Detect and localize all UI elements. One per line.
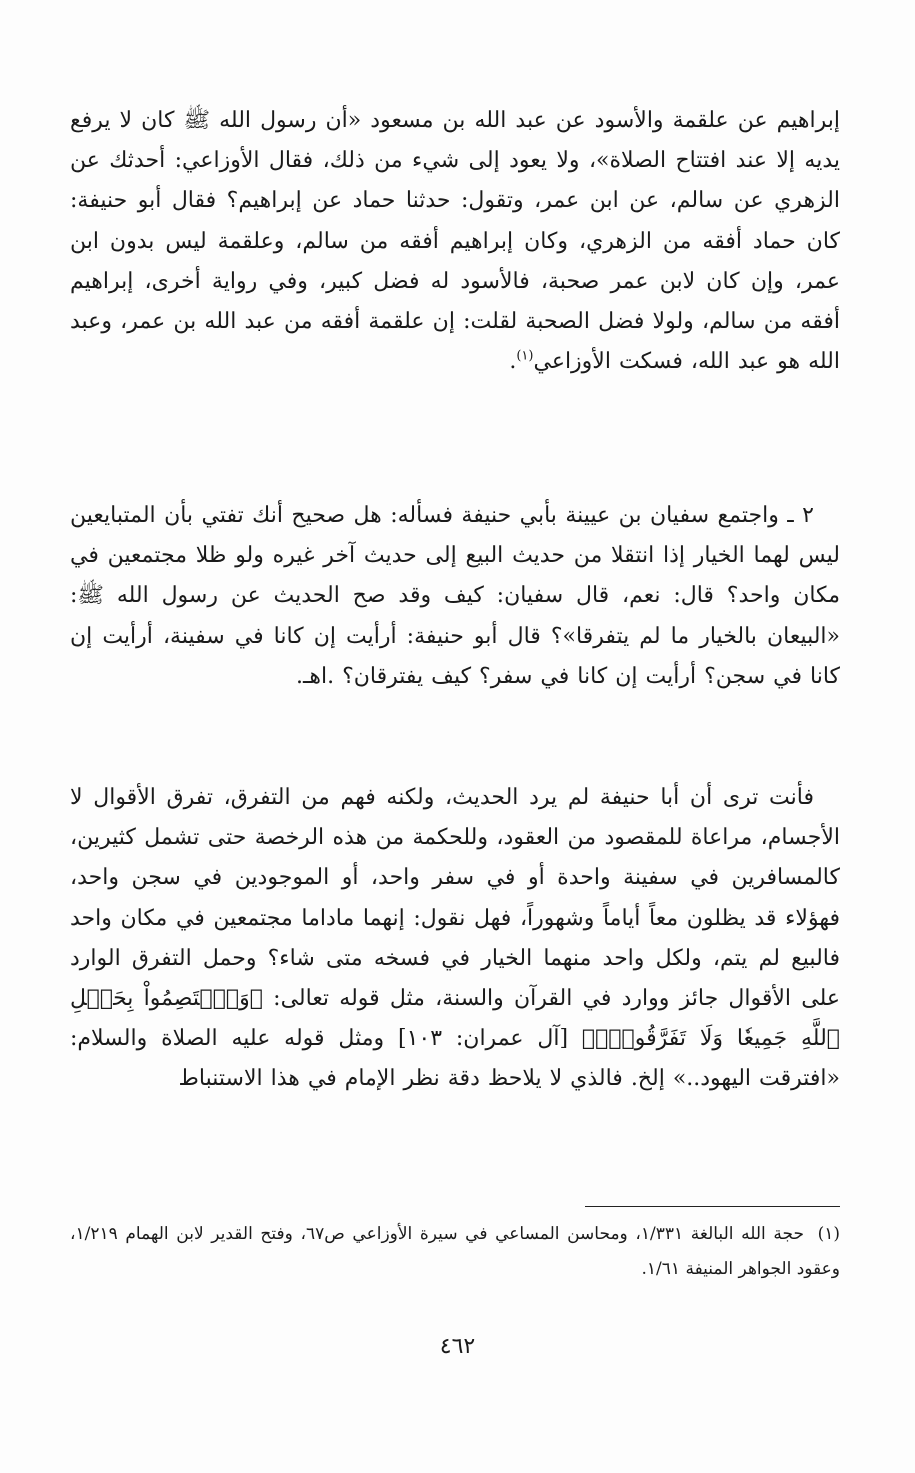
page-number: ٤٦٢ — [439, 1334, 476, 1359]
footnote-separator — [585, 1206, 840, 1207]
paragraph-3 — [70, 778, 840, 1100]
footnote-1-text: حجة الله البالغة ١/٣٣١، ومحاسن المساعي في سيرة الأوزاعي ص٦٧، وفتح القدير لابن الهمام ١/٢١٩، وعقود الجواهر المنيفة ١/٦١. — [70, 1224, 840, 1279]
footnote-1 — [70, 1217, 840, 1287]
paragraph-3-text: فأنت ترى أن أبا حنيفة لم يرد الحديث، ولكنه فهم من التفرق، تفرق الأقوال لا الأجسام، مراعاة للمقصود من العقود، وللحكمة من هذه الرخصة حتى تشمل كثيرين، كالمسافرين في سفينة واحدة أو في سفر واحد، أو الموجودين في سجن واحد، فهؤلاء قد يظلون معاً أياماً وشهوراً، فهل نقول: إنهما ماداما مجتمعين في مكان واحد فالبيع لم يتم، ولكل واحد منهما الخيار في فسخه متى شاء؟ وحمل التفرق الوارد على الأقوال جائز ووارد في القرآن والسنة، مثل قوله تعالى: ﴿وَٱعۡتَصِمُواْ بِحَبۡلِ ٱللَّهِ جَمِيعٗا وَلَا تَفَرَّقُواْۚ﴾ [آل عمران: ١٠٣] ومثل قوله عليه الصلاة والسلام: «افترقت اليهود..» إلخ. فالذي لا يلاحظ دقة نظر الإمام في هذا الاستنباط — [70, 785, 840, 1092]
paragraph-1-text: إبراهيم عن علقمة والأسود عن عبد الله بن مسعود «أن رسول الله ﷺ كان لا يرفع يديه إلا عند افتتاح الصلاة»، ولا يعود إلى شيء من ذلك، فقال الأوزاعي: أحدثك عن الزهري عن سالم، عن ابن عمر، وتقول: حدثنا حماد عن إبراهيم؟ فقال أبو حنيفة: كان حماد أفقه من الزهري، وكان إبراهيم أفقه من سالم، وعلقمة ليس بدون ابن عمر، وإن كان لابن عمر صحبة، فالأسود له فضل كبير، وفي رواية أخرى، إبراهيم أفقه من سالم، ولولا فضل الصحبة لقلت: إن علقمة أفقه من عبد الله بن عمر، وعبد الله هو عبد الله، فسكت الأوزاعي — [70, 108, 840, 375]
paragraph-1 — [70, 101, 840, 382]
footnote-reference-1: (١) — [516, 348, 534, 364]
paragraph-2-text: ٢ ـ واجتمع سفيان بن عيينة بأبي حنيفة فسأله: هل صحيح أنك تفتي بأن المتبايعين ليس لهما الخيار إذا انتقلا من حديث البيع إلى حديث آخر غيره ولو ظلا مجتمعين في مكان واحد؟ قال: نعم، قال سفيان: كيف وقد صح الحديث عن رسول الله ﷺ: «البيعان بالخيار ما لم يتفرقا»؟ قال أبو حنيفة: أرأيت إن كانا في سفينة، أرأيت إن كانا في سجن؟ أرأيت إن كانا في سفر؟ كيف يفترقان؟ .اهـ. — [70, 503, 840, 689]
paragraph-1-end: . — [509, 349, 517, 375]
paragraph-2 — [70, 496, 840, 697]
footnote-1-number: (١) — [817, 1224, 840, 1244]
